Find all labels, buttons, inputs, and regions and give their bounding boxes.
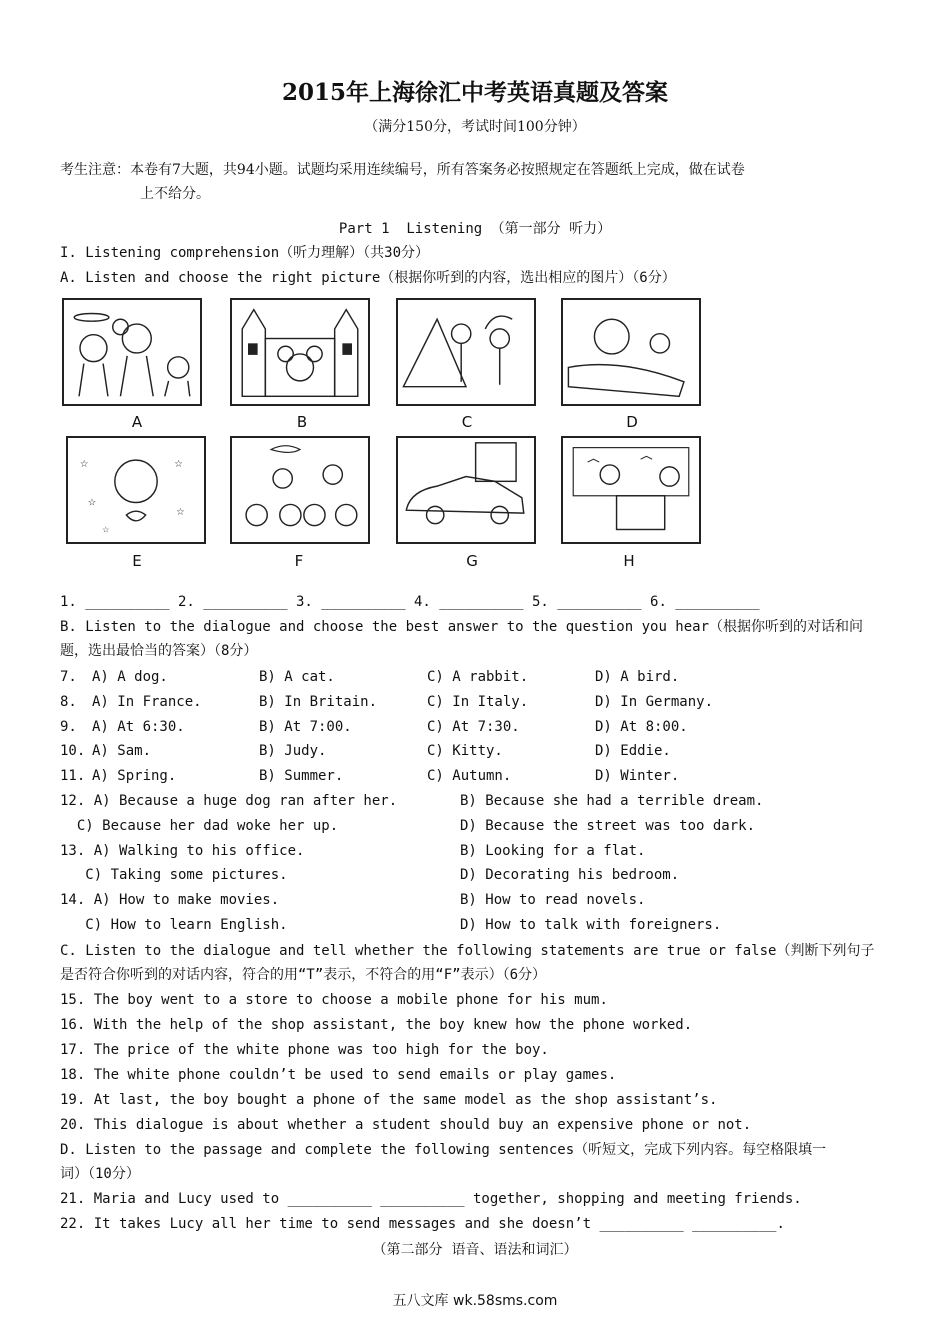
- question-7-option-d: D) A bird.: [595, 669, 680, 685]
- statement-19: 19. At last, the boy bought a phone of the same model as the shop assistant’s.: [60, 1092, 718, 1108]
- picture-label-c: C: [461, 413, 473, 431]
- question-9-option-c: C) At 7:30.: [427, 719, 520, 735]
- question-11-option-a: A) Spring.: [92, 768, 177, 784]
- picture-label-g: G: [466, 552, 478, 570]
- question-13-option-a: 13. A) Walking to his office.: [60, 843, 305, 859]
- svg-text:☆: ☆: [174, 454, 183, 471]
- svg-text:☆: ☆: [87, 493, 96, 510]
- exam-notice: [60, 158, 895, 206]
- children-basketball-picture: [62, 298, 202, 406]
- footer-watermark: 五八文库 wk.58sms.com: [392, 1293, 558, 1309]
- notice-line-2: 上不给分。: [140, 186, 210, 202]
- part1-heading: Part 1 Listening （第一部分 听力）: [338, 221, 612, 237]
- castle-icon: [232, 300, 368, 404]
- answer-blanks-1-6: 1. __________ 2. __________ 3. __________ 4. __________ 5. __________ 6. __________: [60, 594, 760, 610]
- girl-stars-icon: [68, 438, 204, 542]
- question-14-option-d: D) How to talk with foreigners.: [460, 917, 722, 933]
- sentence-22: 22. It takes Lucy all her time to send messages and she doesn’t __________ __________.: [60, 1216, 785, 1232]
- picture-label-h: H: [623, 552, 635, 570]
- girl-stars-picture: [66, 436, 206, 544]
- question-7-option-b: B) A cat.: [259, 669, 335, 685]
- dinner-table-icon: [563, 438, 699, 542]
- car-picture: [396, 436, 536, 544]
- question-9-option-a: A) At 6:30.: [92, 719, 185, 735]
- question-8-option-d: D) In Germany.: [595, 694, 714, 710]
- question-13-option-c: C) Taking some pictures.: [60, 867, 288, 883]
- statement-15: 15. The boy went to a store to choose a mobile phone for his mum.: [60, 992, 608, 1008]
- section-c-heading: C. Listen to the dialogue and tell whether the following statements are true or false（判断下列句子: [60, 943, 875, 959]
- section-d-heading: D. Listen to the passage and complete the following sentences（听短文，完成下列内容。每空格限填一: [60, 1142, 827, 1158]
- dinner-table-picture: [561, 436, 701, 544]
- picture-label-e: E: [132, 552, 142, 570]
- section-a-heading: A. Listen and choose the right picture（根据你听到的内容，选出相应的图片）（6分）: [60, 270, 676, 286]
- statement-20: 20. This dialogue is about whether a student should buy an expensive phone or not.: [60, 1117, 752, 1133]
- question-10-option-d: D) Eddie.: [595, 743, 671, 759]
- question-12-option-c: C) Because her dad woke her up.: [60, 818, 339, 834]
- sick-boy-bed-icon: [563, 300, 699, 404]
- question-10-option-c: C) Kitty.: [427, 743, 503, 759]
- picture-label-d: D: [626, 413, 638, 431]
- svg-text:☆: ☆: [80, 454, 89, 471]
- car-icon: [398, 438, 534, 542]
- statement-16: 16. With the help of the shop assistant, the boy knew how the phone worked.: [60, 1017, 693, 1033]
- statement-17: 17. The price of the white phone was too high for the boy.: [60, 1042, 549, 1058]
- picture-label-b: B: [296, 413, 308, 431]
- question-7-option-c: C) A rabbit.: [427, 669, 529, 685]
- question-7-number: 7.: [60, 669, 77, 685]
- picture-label-a: A: [131, 413, 143, 431]
- svg-text:☆: ☆: [176, 503, 185, 520]
- question-8-option-b: B) In Britain.: [259, 694, 378, 710]
- camping-tent-icon: [398, 300, 534, 404]
- statement-18: 18. The white phone couldn’t be used to send emails or play games.: [60, 1067, 617, 1083]
- children-basketball-icon: [64, 300, 200, 404]
- question-14-option-a: 14. A) How to make movies.: [60, 892, 280, 908]
- question-10-option-b: B) Judy.: [259, 743, 327, 759]
- question-9-number: 9.: [60, 719, 77, 735]
- sick-boy-bed-picture: [561, 298, 701, 406]
- section-c-heading-cont: 是否符合你听到的对话内容，符合的用“T”表示，不符合的用“F”表示）（6分）: [60, 967, 546, 983]
- question-10-option-a: A) Sam.: [92, 743, 152, 759]
- bicycle-riders-picture: [230, 436, 370, 544]
- question-9-option-d: D) At 8:00.: [595, 719, 688, 735]
- exam-info: （满分150分，考试时间100分钟）: [364, 119, 586, 135]
- question-12-option-d: D) Because the street was too dark.: [460, 818, 756, 834]
- question-14-option-c: C) How to learn English.: [60, 917, 288, 933]
- question-8-option-a: A) In France.: [92, 694, 202, 710]
- sentence-21: 21. Maria and Lucy used to __________ __________ together, shopping and meeting friends.: [60, 1191, 802, 1207]
- section-b-heading: B. Listen to the dialogue and choose the best answer to the question you hear（根据你听到的对话和问: [60, 619, 864, 635]
- question-8-number: 8.: [60, 694, 77, 710]
- camping-tent-picture: [396, 298, 536, 406]
- part2-heading: （第二部分 语音、语法和词汇）: [372, 1242, 578, 1258]
- castle-picture: [230, 298, 370, 406]
- question-14-option-b: B) How to read novels.: [460, 892, 646, 908]
- section-d-heading-cont: 词）（10分）: [60, 1166, 140, 1182]
- question-11-option-b: B) Summer.: [259, 768, 344, 784]
- question-12-option-a: 12. A) Because a huge dog ran after her.: [60, 793, 398, 809]
- picture-label-f: F: [294, 552, 304, 570]
- notice-line-1: 考生注意：本卷有7大题，共94小题。试题均采用连续编号，所有答案务必按照规定在答题纸上完成，做在试卷: [60, 162, 745, 178]
- section-b-heading-cont: 题，选出最恰当的答案）（8分）: [60, 643, 258, 659]
- question-10-number: 10.: [60, 743, 86, 759]
- question-11-number: 11.: [60, 768, 86, 784]
- svg-text:☆: ☆: [102, 521, 110, 536]
- question-8-option-c: C) In Italy.: [427, 694, 529, 710]
- question-13-option-b: B) Looking for a flat.: [460, 843, 646, 859]
- question-12-option-b: B) Because she had a terrible dream.: [460, 793, 764, 809]
- question-7-option-a: A) A dog.: [92, 669, 168, 685]
- question-11-option-d: D) Winter.: [595, 768, 680, 784]
- page-title: 2015年上海徐汇中考英语真题及答案: [281, 79, 668, 106]
- question-9-option-b: B) At 7:00.: [259, 719, 352, 735]
- section-i-heading: I. Listening comprehension（听力理解）（共30分）: [60, 245, 430, 261]
- question-13-option-d: D) Decorating his bedroom.: [460, 867, 680, 883]
- bicycle-riders-icon: [232, 438, 368, 542]
- question-11-option-c: C) Autumn.: [427, 768, 512, 784]
